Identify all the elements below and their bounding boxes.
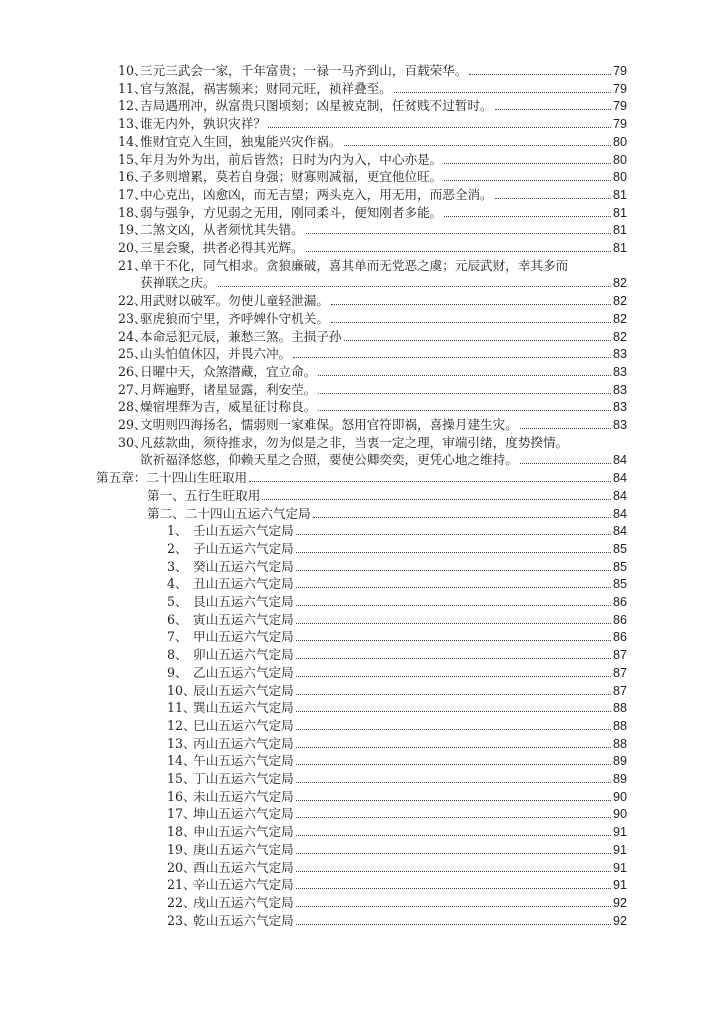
toc-page-number: 90 (612, 789, 627, 804)
toc-entry-title: 丙山五运六气定局 (193, 735, 294, 751)
toc-entry-title: 山头怕值休囚，并畏六冲。 (140, 346, 292, 362)
toc-subentry[interactable] (167, 646, 627, 664)
toc-entry-title: 用武财以破军。勿使儿童轻泄漏。 (140, 293, 329, 309)
toc-page-number: 81 (612, 241, 627, 255)
toc-page-number: 86 (612, 612, 627, 627)
toc-subentry[interactable] (167, 699, 627, 717)
dot-leader (296, 841, 611, 854)
toc-entry-number: 28、 (118, 399, 147, 415)
toc-entry-number: 30、 (118, 434, 147, 450)
toc-entry-number: 1、 (167, 523, 188, 539)
dot-leader (296, 788, 611, 801)
dot-leader (444, 151, 611, 164)
toc-entry-title: 驱虎狼而宁里，齐呼婢仆守机关。 (140, 310, 329, 326)
dot-leader (495, 186, 611, 199)
dot-leader (318, 398, 611, 411)
dot-leader (520, 451, 611, 464)
dot-leader (293, 345, 611, 358)
toc-entry-title: 吉局遇刑冲，纵富贵只图顷刻；凶星被克制，任贫贱不过暂时。 (140, 98, 493, 114)
toc-page-number: 84 (612, 471, 627, 486)
toc-entry-title: 辰山五运六气定局 (193, 682, 294, 698)
toc-subentry[interactable] (167, 717, 627, 735)
toc-page-number: 80 (612, 134, 627, 149)
dot-leader (296, 876, 611, 889)
toc-entry-title: 本命忌犯元辰，兼愁三煞。主损子孙 (140, 328, 342, 344)
toc-subentry[interactable] (167, 823, 627, 841)
dot-leader (318, 363, 611, 376)
toc-entry-number: 16、 (118, 169, 147, 185)
dot-leader (306, 221, 611, 234)
toc-entry[interactable] (118, 97, 627, 115)
toc-entry-title: 壬山五运六气定局 (193, 523, 294, 539)
toc-page-number: 79 (612, 81, 627, 96)
toc-entry-title: 日曜中天，众煞潜藏，宜立命。 (140, 363, 317, 379)
toc-entry-title: 未山五运六气定局 (193, 788, 294, 804)
toc-page-number: 88 (612, 701, 627, 716)
section-heading[interactable] (147, 505, 627, 523)
toc-subentry[interactable] (167, 894, 627, 912)
toc-entry-number: 7、 (167, 629, 188, 645)
toc-page-number: 83 (612, 400, 627, 415)
section-heading[interactable] (147, 487, 627, 505)
dot-leader (444, 204, 611, 217)
toc-entry-title: 中心克出，凶愈凶，而无吉望；两头克入，用无用，而恶全消。 (140, 186, 493, 202)
toc-page-number: 91 (612, 860, 627, 875)
toc-page-number: 86 (612, 595, 627, 609)
toc-entry-number: 26、 (118, 363, 147, 379)
toc-entry-title: 辛山五运六气定局 (193, 877, 294, 893)
toc-page-number: 80 (612, 152, 627, 167)
toc-entry-title: 乙山五运六气定局 (193, 664, 294, 680)
toc-entry-title: 燥宿埋葬为吉，威星征讨称良。 (140, 399, 317, 415)
toc-entry-title: 乾山五运六气定局 (193, 912, 294, 928)
toc-entry-number: 18、 (118, 204, 147, 220)
dot-leader (520, 416, 611, 429)
toc-entry-title: 三元三武会一家，千年富贵；一禄一马齐到山，百载荣华。 (140, 63, 468, 78)
dot-leader (296, 682, 611, 695)
dot-leader (306, 239, 611, 252)
toc-page-number: 80 (612, 170, 627, 185)
toc-entry-number: 20、 (167, 859, 196, 875)
toc-page-number: 79 (612, 99, 627, 114)
toc-entry-number: 3、 (167, 558, 188, 574)
toc-page-number: 82 (612, 329, 627, 344)
toc-page-number: 88 (612, 736, 627, 751)
toc-page-number: 83 (612, 347, 627, 362)
toc-page-number: 81 (612, 205, 627, 220)
toc-entry[interactable] (118, 381, 627, 399)
toc-page-number: 90 (612, 807, 627, 822)
dot-leader (296, 646, 611, 659)
toc-page-number: 83 (612, 382, 627, 397)
dot-leader (296, 522, 611, 535)
toc-page-number: 91 (612, 842, 627, 857)
toc-entry-number: 20、 (118, 240, 147, 255)
toc-entry-number: 21、 (167, 877, 196, 893)
toc-entry[interactable] (118, 257, 627, 275)
toc-entry-number: 24、 (118, 328, 147, 344)
dot-leader (296, 558, 611, 571)
toc-entry-number: 22、 (167, 894, 196, 910)
toc-entry-title: 凡兹款曲，须待推求，勿为似是之非，当衷一定之理，审端引绪，度势揆情。 (140, 434, 569, 450)
toc-entry-title: 谁无内外，孰识灾祥？ (140, 116, 266, 132)
toc-entry-number: 4、 (167, 576, 188, 592)
dot-leader (331, 310, 611, 323)
toc-page-number: 87 (612, 683, 627, 698)
toc-entry-number: 13、 (118, 116, 147, 132)
toc-entry-title: 三星会聚，拱者必得其光辉。 (140, 240, 304, 255)
toc-subentry[interactable] (167, 664, 627, 682)
toc-entry-continuation[interactable] (140, 451, 627, 469)
toc-entry[interactable] (118, 363, 627, 381)
toc-page-number: 84 (612, 488, 627, 503)
toc-entry-number: 29、 (118, 417, 147, 432)
toc-subentry[interactable] (167, 770, 627, 788)
toc-entry-title: 午山五运六气定局 (193, 753, 294, 769)
toc-entry-title: 文明则四海扬名，懦弱则一家难保。怒用官符即祸，喜操月建生灾。 (140, 417, 518, 432)
toc-entry[interactable] (118, 151, 627, 169)
toc-page-number: 84 (612, 524, 627, 539)
toc-entry-number: 14、 (167, 753, 196, 769)
toc-entry[interactable] (118, 345, 627, 363)
dot-leader (394, 80, 611, 93)
toc-entry-title: 申山五运六气定局 (193, 824, 294, 840)
toc-entry[interactable] (118, 62, 627, 80)
dot-leader (469, 62, 611, 75)
toc-entry[interactable] (118, 204, 627, 222)
toc-subentry[interactable] (167, 628, 627, 646)
toc-page-number: 91 (612, 878, 627, 893)
toc-page-number: 89 (612, 772, 627, 786)
toc-entry-title: 年月为外为出，前后皆然；日时为内为入，中心亦是。 (140, 151, 443, 167)
toc-entry-title: 坤山五运六气定局 (193, 806, 294, 822)
toc-entry-title: 艮山五运六气定局 (193, 594, 294, 609)
toc-entry-title: 丑山五运六气定局 (193, 576, 294, 592)
toc-entry-title: 第二、二十四山五运六气定局 (147, 505, 311, 521)
toc-entry[interactable] (118, 239, 627, 257)
dot-leader (296, 770, 611, 783)
dot-leader (318, 381, 611, 394)
toc-entry-title: 弱与强争，方见弱之无用，刚同柔斗，便知刚者多能。 (140, 204, 443, 220)
toc-page-number: 87 (612, 665, 627, 680)
dot-leader (296, 752, 611, 765)
toc-page-number: 92 (612, 913, 627, 928)
toc-page-number: 79 (612, 64, 627, 78)
toc-page-number: 82 (612, 294, 627, 309)
dot-leader (296, 894, 611, 907)
toc-entry-number: 5、 (167, 594, 188, 609)
toc-entry-title: 第五章：二十四山生旺取用 (96, 470, 248, 486)
toc-page-number: 89 (612, 754, 627, 769)
toc-entry-title: 巽山五运六气定局 (193, 700, 294, 716)
toc-entry[interactable] (118, 310, 627, 328)
toc-entry[interactable] (118, 186, 627, 204)
dot-leader (444, 168, 611, 181)
dot-leader (296, 735, 611, 748)
toc-entry-number: 16、 (167, 788, 196, 804)
toc-subentry[interactable] (167, 805, 627, 823)
dot-leader (268, 115, 611, 128)
toc-entry-title: 寅山五运六气定局 (193, 611, 294, 627)
toc-page-number: 84 (612, 506, 627, 521)
toc-entry[interactable] (118, 80, 627, 98)
toc-page-number: 85 (612, 541, 627, 556)
toc-entry-number: 2、 (167, 540, 188, 556)
toc-subentry[interactable] (167, 558, 627, 576)
toc-entry[interactable] (118, 398, 627, 416)
toc-entry-number: 27、 (118, 381, 147, 397)
toc-page-number: 91 (612, 825, 627, 840)
dot-leader (296, 575, 611, 588)
toc-subentry[interactable] (167, 859, 627, 877)
dot-leader (344, 133, 611, 146)
toc-entry-number: 21、 (118, 257, 147, 273)
toc-subentry[interactable] (167, 611, 627, 629)
chapter-heading[interactable] (96, 469, 627, 487)
toc-page-number: 84 (612, 453, 627, 468)
dot-leader (344, 328, 611, 341)
toc-page-number: 92 (612, 895, 627, 910)
toc-entry-number: 13、 (167, 735, 196, 751)
toc-entry[interactable] (118, 115, 627, 133)
toc-subentry[interactable] (167, 735, 627, 753)
toc-entry[interactable] (118, 328, 627, 346)
toc-entry-title: 戌山五运六气定局 (193, 894, 294, 910)
toc-entry-number: 15、 (167, 771, 196, 786)
toc-page-number: 79 (612, 117, 627, 132)
dot-leader (296, 699, 611, 712)
toc-entry-continuation[interactable] (140, 274, 627, 292)
toc-entry-title: 甲山五运六气定局 (193, 629, 294, 645)
dot-leader (296, 805, 611, 818)
toc-entry-title: 第一、五行生旺取用 (147, 487, 261, 503)
toc-page-number: 85 (612, 577, 627, 592)
toc-entry-number: 19、 (167, 841, 196, 857)
toc-page-number: 81 (612, 187, 627, 202)
toc-page-number: 86 (612, 630, 627, 645)
toc-entry-number: 17、 (118, 186, 147, 202)
toc-entry-title: 庚山五运六气定局 (193, 841, 294, 857)
toc-subentry[interactable] (167, 682, 627, 700)
dot-leader (296, 540, 611, 553)
toc-entry[interactable] (118, 168, 627, 186)
toc-subentry[interactable] (167, 788, 627, 806)
toc-subentry[interactable] (167, 522, 627, 540)
toc-entry-number: 12、 (167, 717, 196, 733)
dot-leader (296, 859, 611, 872)
toc-entry-title: 月辉遍野，诸星显露，利安茔。 (140, 381, 317, 397)
dot-leader (296, 628, 611, 641)
toc-entry-title: 丁山五运六气定局 (193, 771, 294, 786)
toc-page-number: 82 (612, 311, 627, 326)
toc-page-number: 85 (612, 559, 627, 574)
toc-page-number: 82 (612, 276, 627, 291)
toc-entry[interactable] (118, 221, 627, 239)
toc-subentry[interactable] (167, 593, 627, 611)
toc-entry-title: 官与煞混，祸害频来；财同元旺，祯祥叠至。 (140, 80, 392, 96)
toc-entry-number: 22、 (118, 293, 147, 309)
dot-leader (296, 664, 611, 677)
toc-entry-number: 18、 (167, 824, 196, 840)
dot-leader (495, 97, 611, 110)
dot-leader (262, 487, 611, 500)
toc-entry-number: 19、 (118, 222, 147, 238)
toc-entry-number: 6、 (167, 611, 188, 627)
toc-subentry[interactable] (167, 876, 627, 894)
toc-entry-number: 25、 (118, 346, 147, 362)
toc-subentry[interactable] (167, 540, 627, 558)
toc-entry-number: 17、 (167, 806, 196, 822)
toc-page-number: 81 (612, 223, 627, 238)
toc-entry-title: 癸山五运六气定局 (193, 558, 294, 574)
toc-entry[interactable] (118, 416, 627, 434)
toc-entry-number: 8、 (167, 647, 188, 663)
toc-entry-number: 23、 (118, 310, 147, 326)
dot-leader (296, 611, 611, 624)
toc-entry-number: 10、 (118, 63, 147, 78)
toc-entry-title: 惟财宜克入生回，独鬼能兴灾作祸。 (140, 133, 342, 149)
dot-leader (249, 469, 611, 482)
toc-page-number: 88 (612, 718, 627, 733)
toc-entry-title: 欲祈福泽悠悠，仰赖天星之合照，要使公卿奕奕，更凭心地之维持。 (140, 452, 518, 468)
toc-entry[interactable] (118, 434, 627, 452)
toc-entry-title: 单干不化，同气相求。贪狼廉破，喜其单而无党恶之虞；元辰武财，幸其多而 (140, 257, 569, 273)
dot-leader (313, 505, 611, 518)
toc-entry-title: 子山五运六气定局 (193, 540, 294, 556)
dot-leader (296, 912, 611, 925)
toc-entry-title: 酉山五运六气定局 (193, 859, 294, 875)
toc-entry-number: 9、 (167, 664, 188, 680)
toc-entry-title: 获禅联之庆。 (140, 275, 216, 291)
toc-subentry[interactable] (167, 841, 627, 859)
toc-entry-title: 巳山五运六气定局 (193, 717, 294, 733)
toc-subentry[interactable] (167, 912, 627, 930)
toc-page-number: 83 (612, 364, 627, 379)
toc-entry-title: 子多则增累，莫若自身强；财寡则减福，更宜他位旺。 (140, 169, 443, 185)
toc-entry-title: 二煞文凶，从者须忧其失错。 (140, 222, 304, 238)
toc-entry-number: 11、 (118, 80, 147, 96)
toc-entry[interactable] (118, 292, 627, 310)
toc-entry-number: 11、 (167, 700, 196, 716)
toc-entry[interactable] (118, 133, 627, 151)
dot-leader (296, 823, 611, 836)
dot-leader (296, 717, 611, 730)
toc-page-number: 83 (612, 418, 627, 432)
toc-subentry[interactable] (167, 575, 627, 593)
dot-leader (296, 593, 611, 606)
toc-entry-title: 卯山五运六气定局 (193, 647, 294, 663)
toc-entry-number: 10、 (167, 682, 196, 698)
dot-leader (331, 292, 611, 305)
toc-entry-number: 14、 (118, 133, 147, 149)
dot-leader (218, 274, 611, 287)
toc-page-number: 87 (612, 648, 627, 663)
toc-entry-number: 12、 (118, 98, 147, 114)
toc-entry-number: 23、 (167, 912, 196, 928)
toc-subentry[interactable] (167, 752, 627, 770)
toc-entry-number: 15、 (118, 151, 147, 167)
